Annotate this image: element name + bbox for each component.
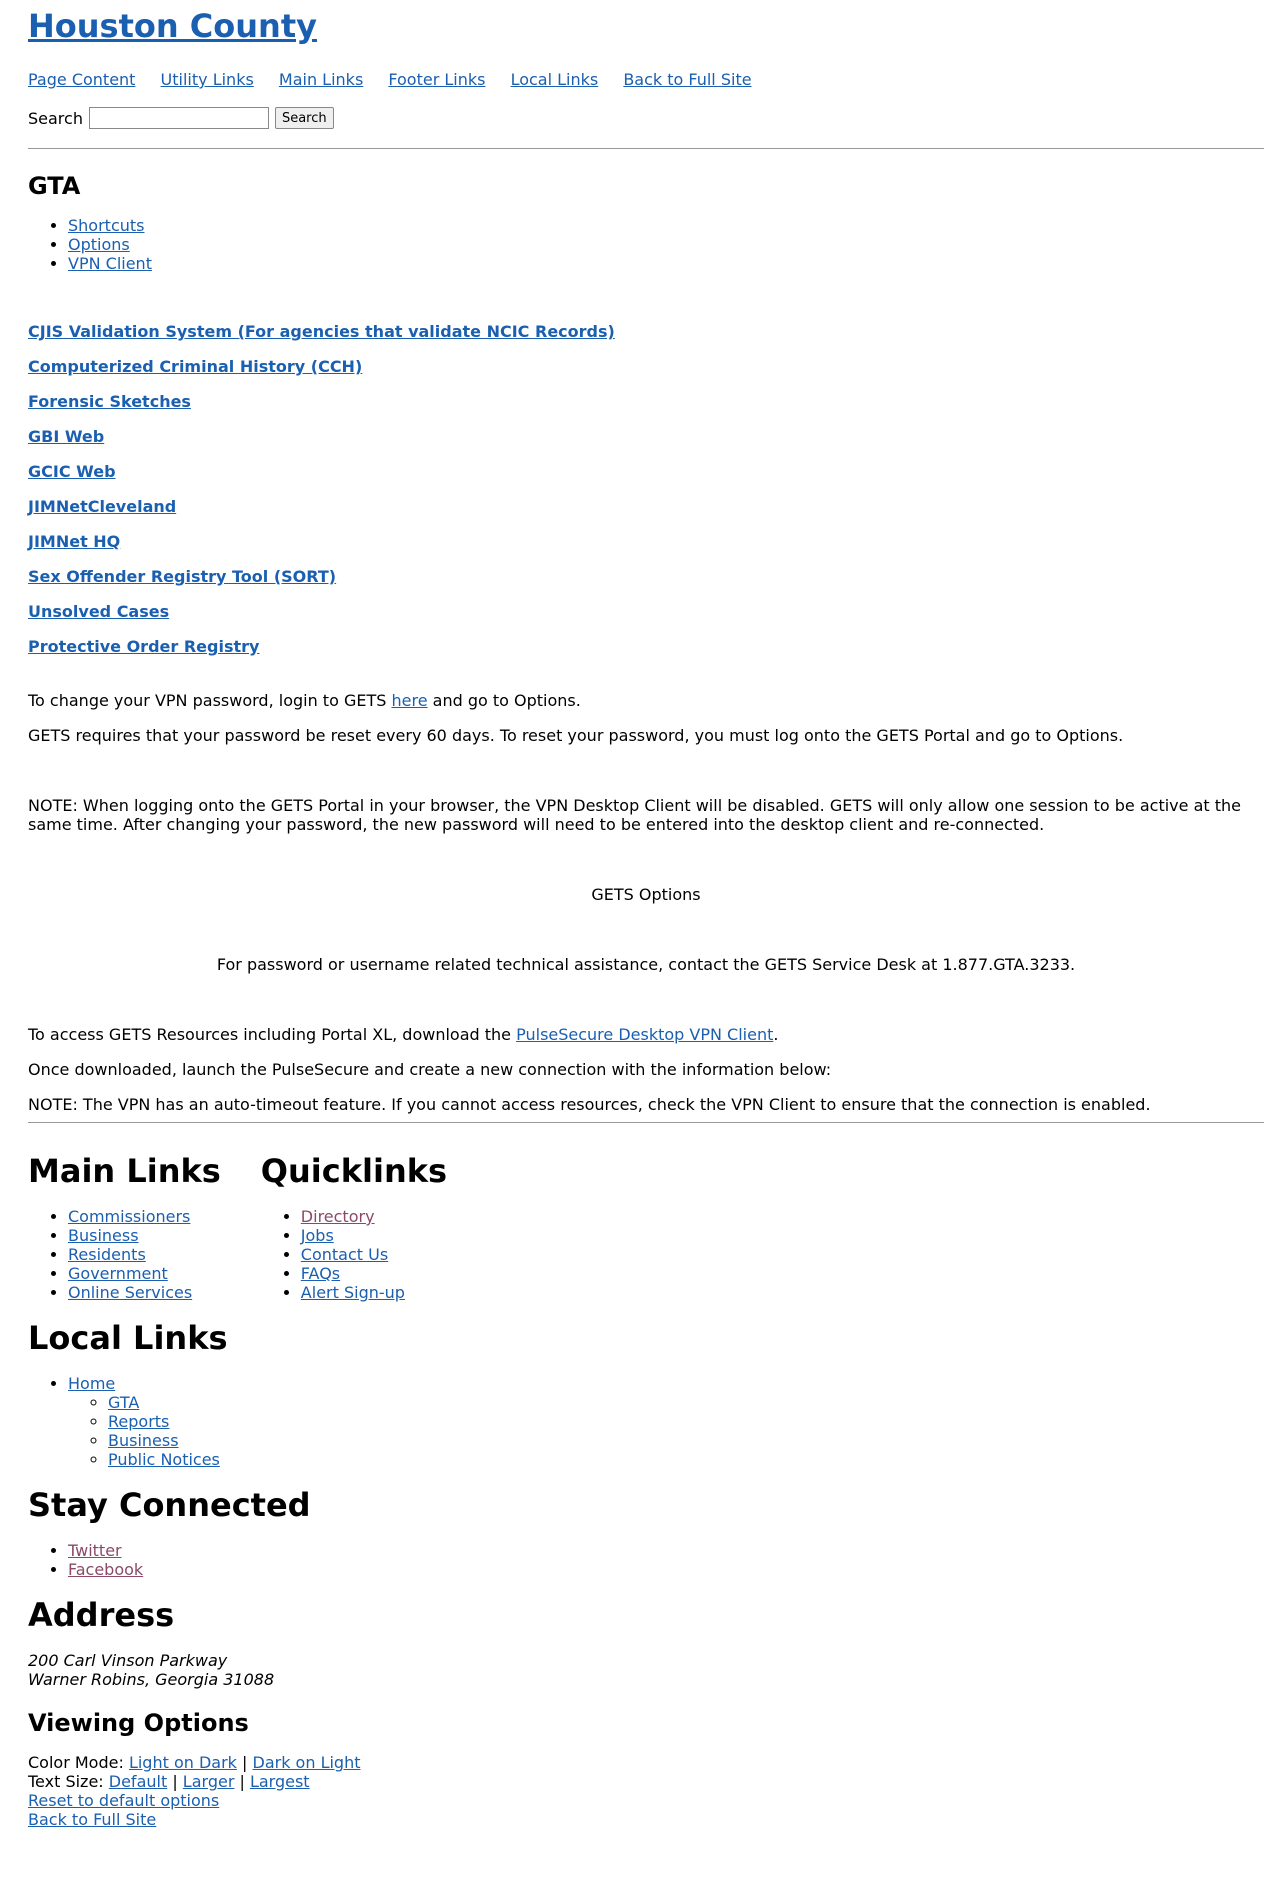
list-item [108, 1431, 1264, 1450]
skip-link-main-links[interactable]: Main Links [278, 70, 364, 89]
local-links-sublist [68, 1393, 1264, 1469]
pulsesecure-download-link[interactable]: PulseSecure Desktop VPN Client [516, 1025, 774, 1044]
local-link-reports[interactable]: Reports [108, 1412, 170, 1431]
resource-link-item [28, 462, 1264, 481]
list-item [301, 1283, 447, 1302]
dark-on-light-link[interactable]: Dark on Light [252, 1753, 361, 1772]
list-item [68, 1374, 1264, 1469]
list-item [68, 1226, 221, 1245]
access-text-end: . [773, 1025, 779, 1044]
resource-link-item [28, 497, 1264, 516]
skip-link-page-content[interactable]: Page Content [28, 70, 136, 89]
separator: | [167, 1772, 183, 1791]
resource-link-protective-order[interactable]: Protective Order Registry [28, 637, 260, 656]
page-content [28, 691, 1264, 1114]
local-link-business[interactable]: Business [108, 1431, 179, 1450]
quicklink-contact-us[interactable]: Contact Us [300, 1245, 389, 1264]
address-block [28, 1651, 1264, 1689]
tab-options-link[interactable]: Options [68, 235, 130, 254]
vpn-password-text-end: and go to Options. [427, 691, 581, 710]
timeout-note: NOTE: The VPN has an auto-timeout feature. If you cannot access resources, check the VPN Client to ensure that the connection is enabled. [28, 1095, 1151, 1114]
resource-link-sort[interactable]: Sex Offender Registry Tool (SORT) [28, 567, 337, 586]
access-text-start: To access GETS Resources including Portal XL, download the [28, 1025, 517, 1044]
list-item [301, 1264, 447, 1283]
quicklink-faqs[interactable]: FAQs [300, 1264, 341, 1283]
technical-assistance-text: For password or username related technical assistance, contact the GETS Service Desk at 1.877.GTA.3233. [216, 955, 1076, 974]
resource-link-item [28, 532, 1264, 551]
local-link-public-notices[interactable]: Public Notices [108, 1450, 220, 1469]
text-size-default-link[interactable]: Default [108, 1772, 168, 1791]
local-links-heading: Local Links [28, 1319, 228, 1357]
password-reset-note: GETS requires that your password be reset every 60 days. To reset your password, you must log onto the GETS Portal and go to Options. [28, 726, 1124, 745]
resource-link-gbi-web[interactable]: GBI Web [28, 427, 105, 446]
quicklinks-list [261, 1207, 447, 1302]
quicklink-directory[interactable]: Directory [300, 1207, 375, 1226]
main-link-business[interactable]: Business [68, 1226, 139, 1245]
tab-shortcuts [68, 216, 1264, 235]
separator: | [236, 1753, 253, 1772]
skip-link-utility-links[interactable]: Utility Links [160, 70, 254, 89]
list-item [68, 1283, 221, 1302]
main-links-list [28, 1207, 221, 1302]
main-links-heading: Main Links [28, 1152, 221, 1190]
header-divider [28, 148, 1264, 149]
quicklinks-section [261, 1153, 447, 1302]
facebook-link[interactable]: Facebook [68, 1560, 144, 1579]
local-link-home[interactable]: Home [68, 1374, 116, 1393]
site-title-link[interactable]: Houston County [28, 7, 317, 45]
resource-links [28, 322, 1264, 656]
resource-link-item [28, 357, 1264, 376]
list-item [68, 1541, 1264, 1560]
resource-link-forensic-sketches[interactable]: Forensic Sketches [28, 392, 191, 411]
search-label: Search [28, 108, 83, 128]
back-to-full-site-link[interactable]: Back to Full Site [28, 1810, 157, 1829]
quicklink-jobs[interactable]: Jobs [300, 1226, 334, 1245]
list-item [108, 1450, 1264, 1469]
tab-options [68, 235, 1264, 254]
search-button[interactable]: Search [275, 107, 334, 129]
color-mode-label: Color Mode: [28, 1753, 129, 1772]
quicklink-alert-signup[interactable]: Alert Sign-up [300, 1283, 405, 1302]
skip-link-footer-links[interactable]: Footer Links [388, 70, 486, 89]
main-link-residents[interactable]: Residents [68, 1245, 146, 1264]
main-link-commissioners[interactable]: Commissioners [68, 1207, 191, 1226]
skip-nav [28, 70, 1264, 89]
list-item [301, 1226, 447, 1245]
gets-login-link[interactable]: here [391, 691, 428, 710]
resource-link-item [28, 637, 1264, 656]
light-on-dark-link[interactable]: Light on Dark [128, 1753, 237, 1772]
main-links-section [28, 1153, 221, 1302]
resource-link-cjis[interactable]: CJIS Validation System (For agencies that validate NCIC Records) [28, 322, 615, 341]
reset-options-link[interactable]: Reset to default options [28, 1791, 220, 1810]
text-size-row [28, 1772, 1264, 1791]
page-tabs [28, 216, 1264, 273]
back-row [28, 1810, 1264, 1829]
gets-options-heading: GETS Options [591, 885, 701, 904]
resource-link-item [28, 322, 1264, 341]
tab-vpn-client-link[interactable]: VPN Client [68, 254, 152, 273]
footer-columns [28, 1153, 1264, 1302]
list-item [68, 1245, 221, 1264]
stay-connected-heading: Stay Connected [28, 1486, 311, 1524]
reset-row [28, 1791, 1264, 1810]
list-item [301, 1245, 447, 1264]
address-line-2: Warner Robins, Georgia 31088 [28, 1670, 275, 1689]
stay-connected-section [28, 1487, 1264, 1579]
vpn-password-text [28, 691, 1264, 710]
address-line-1: 200 Carl Vinson Parkway [28, 1651, 228, 1670]
skip-link-local-links[interactable]: Local Links [510, 70, 599, 89]
viewing-options-section [28, 1709, 1264, 1839]
main-link-government[interactable]: Government [68, 1264, 168, 1283]
resource-link-item [28, 427, 1264, 446]
twitter-link[interactable]: Twitter [68, 1541, 122, 1560]
resource-link-unsolved-cases[interactable]: Unsolved Cases [28, 602, 170, 621]
resource-link-jimnet-hq[interactable]: JIMNet HQ [28, 532, 121, 551]
footer-divider [28, 1122, 1264, 1123]
access-resources-text [28, 1025, 1264, 1044]
portal-note: NOTE: When logging onto the GETS Portal in your browser, the VPN Desktop Client will be disabled. GETS will only allow one session to be active at the same time. After changing your password, the new password will need to be entered into the desktop client and re-connected. [28, 796, 1241, 834]
quicklinks-heading: Quicklinks [260, 1152, 448, 1190]
skip-link-back-to-full-site[interactable]: Back to Full Site [623, 70, 752, 89]
vpn-password-text-start: To change your VPN password, login to GETS [28, 691, 392, 710]
search-input[interactable] [89, 107, 269, 129]
list-item [68, 1264, 221, 1283]
list-item [108, 1412, 1264, 1431]
separator: | [234, 1772, 250, 1791]
address-heading: Address [28, 1596, 175, 1634]
local-link-gta[interactable]: GTA [108, 1393, 140, 1412]
main-link-online-services[interactable]: Online Services [68, 1283, 193, 1302]
resource-link-jimnet-cleveland[interactable]: JIMNetCleveland [28, 497, 177, 516]
viewing-options-heading: Viewing Options [28, 1709, 249, 1737]
resource-link-item [28, 392, 1264, 411]
tab-shortcuts-link[interactable]: Shortcuts [68, 216, 145, 235]
tab-vpn-client [68, 254, 1264, 273]
resource-link-gcic-web[interactable]: GCIC Web [28, 462, 116, 481]
downloaded-instructions: Once downloaded, launch the PulseSecure and create a new connection with the information below: [28, 1060, 832, 1079]
list-item [108, 1393, 1264, 1412]
local-links-list [28, 1374, 1264, 1469]
list-item [301, 1207, 447, 1226]
search-form [28, 107, 1264, 129]
resource-link-item [28, 567, 1264, 586]
address-section [28, 1597, 1264, 1689]
site-title [28, 6, 1264, 46]
text-size-larger-link[interactable]: Larger [182, 1772, 235, 1791]
text-size-label: Text Size: [28, 1772, 109, 1791]
resource-link-item [28, 602, 1264, 621]
text-size-largest-link[interactable]: Largest [249, 1772, 310, 1791]
list-item [68, 1560, 1264, 1579]
local-links-section [28, 1320, 1264, 1469]
page-title: GTA [28, 172, 81, 200]
social-links-list [28, 1541, 1264, 1579]
resource-link-cch[interactable]: Computerized Criminal History (CCH) [28, 357, 363, 376]
color-mode-row [28, 1753, 1264, 1772]
list-item [68, 1207, 221, 1226]
